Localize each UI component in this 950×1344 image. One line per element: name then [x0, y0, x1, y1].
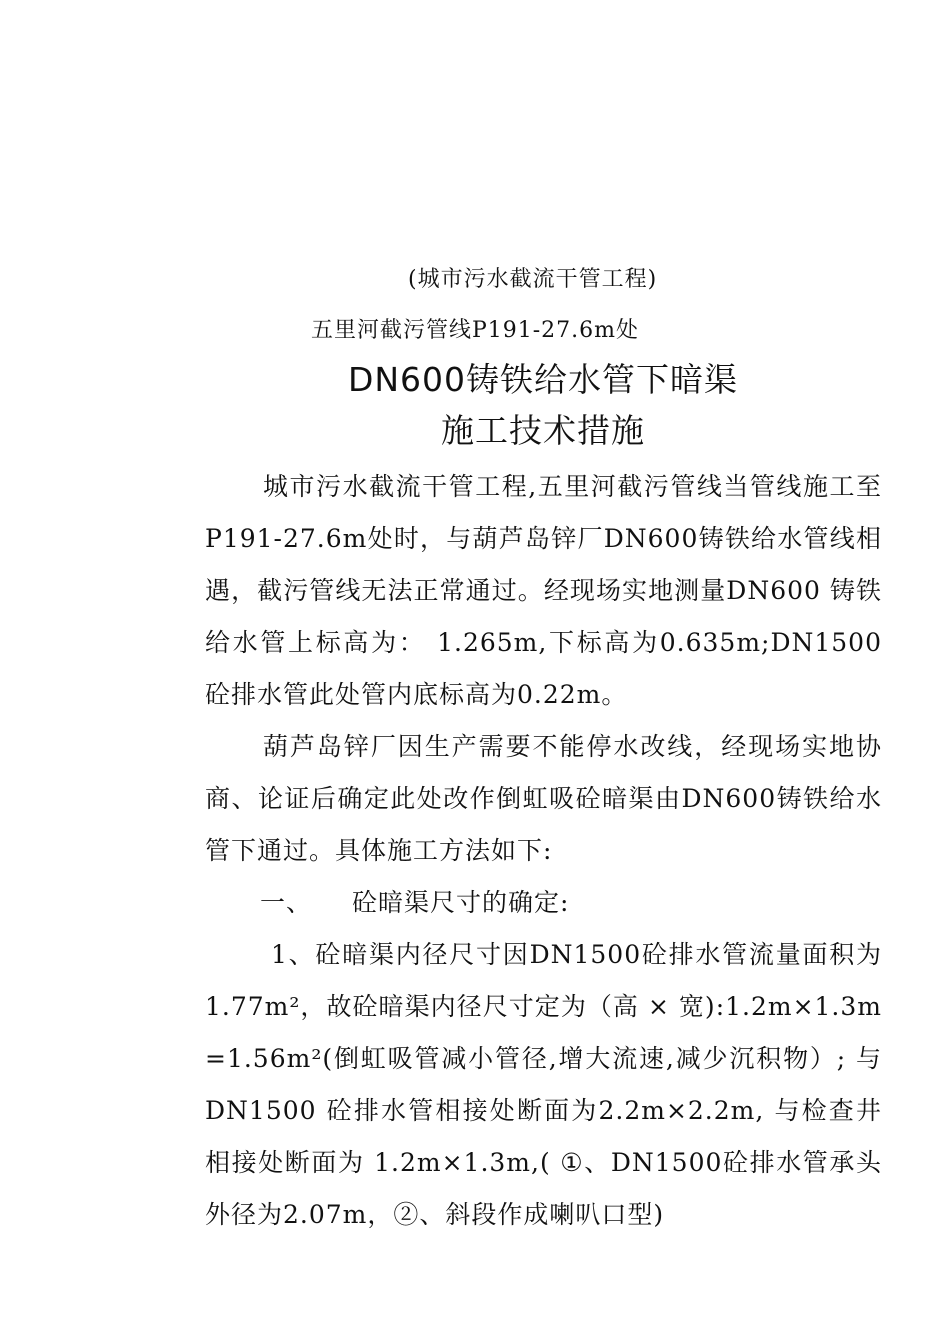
list-item-1: 1、砼暗渠内径尺寸因DN1500砼排水管流量面积为 1.77m²，故砼暗渠内径尺寸定为（高 × 宽):1.2m×1.3m=1.56m²(倒虹吸管减小管径,增大流速,减少沉积物）; 与 DN1500 砼排水管相接处断面为2.2m×2.2m, 与检查井相接处断面为 1.2m×1.3m,( ①、DN1500砼排水管承头外径为2.07m，②、斜段作成喇叭口型): [205, 940, 882, 1229]
project-subtitle: (城市污水截流干管工程): [408, 267, 658, 292]
paragraph-2: 葫芦岛锌厂因生产需要不能停水改线，经现场实地协商、论证后确定此处改作倒虹吸砼暗渠由DN600铸铁给水管下通过。具体施工方法如下:: [205, 732, 882, 865]
document-title-line-2: 施工技术措施: [441, 411, 645, 450]
section-title: 砼暗渠尺寸的确定:: [352, 888, 570, 917]
section-heading: [205, 877, 882, 929]
paragraph-1: 城市污水截流干管工程,五里河截污管线当管线施工至P191-27.6m处时，与葫芦岛锌厂DN600铸铁给水管线相遇，截污管线无法正常通过。经现场实地测量DN600 铸铁给水管上标高为： 1.265m,下标高为0.635m;DN1500砼排水管此处管内底标高为0.22m。: [205, 472, 882, 709]
section-number: 一、: [260, 888, 313, 917]
location-subtitle: 五里河截污管线P191-27.6m处: [310, 318, 640, 343]
document-title-line-1: DN600铸铁给水管下暗渠: [347, 360, 739, 399]
document-body: [205, 461, 882, 1241]
